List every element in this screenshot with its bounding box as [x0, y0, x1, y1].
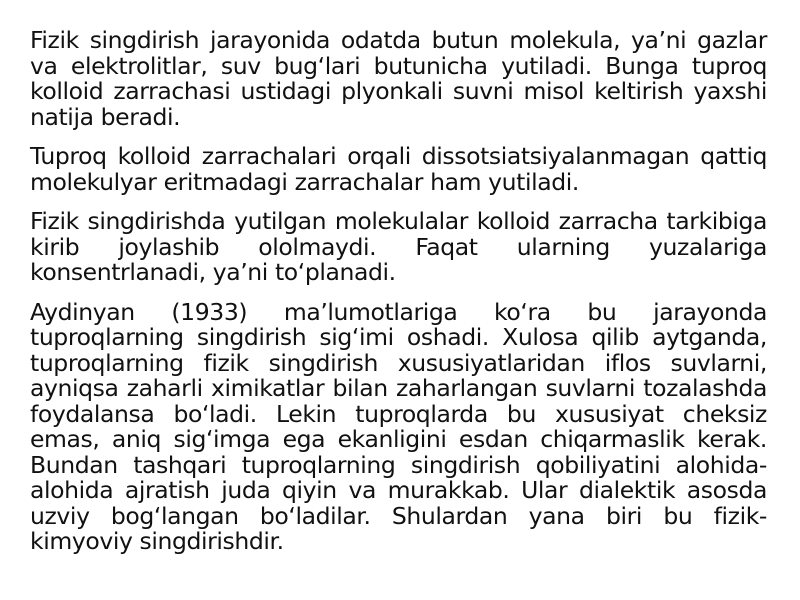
paragraph-1: Fizik singdirish jarayonida odatda butun molekula, ya’ni gazlar va elektrolitlar, suv bug‘lari butunicha yutiladi. Bunga tuproq kolloid zarrachasi ustidagi plyonkali suvni misol keltirish yaxshi natija beradi. — [30, 26, 767, 131]
paragraph-4: Aydinyan (1933) ma’lumotlariga ko‘ra bu jarayonda tuproqlarning singdirish sig‘imi oshadi. Xulosa qilib aytganda, tuproqlarning fizik singdirish xususiyatlaridan iflos suvlarni, ayniqsa zaharli ximikatlar bilan zaharlangan suvlarni tozalashda foydalansa bo‘ladi. Lekin tuproqlarda bu xususiyat cheksiz emas, aniq sig‘imga ega ekanligini esdan chiqarmaslik kerak. Bundan tashqari tuproqlarning singdirish qobiliyatini alohida-alohida ajratish juda qiyin va murakkab. Ular dialektik asosda uzviy bog‘langan bo‘ladilar. Shulardan yana biri bu fizik-kimyoviy singdirishdir. — [30, 297, 767, 555]
paragraph-3: Fizik singdirishda yutilgan molekulalar kolloid zarracha tarkibiga kirib joylashib ololmaydi. Faqat ularning yuzalariga konsentrlanadi, ya’ni to‘planadi. — [30, 207, 767, 286]
paragraph-2: Tuproq kolloid zarrachalari orqali dissotsiatsiyalanmagan qattiq molekulyar eritmadagi zarrachalar ham yutiladi. — [30, 142, 767, 196]
